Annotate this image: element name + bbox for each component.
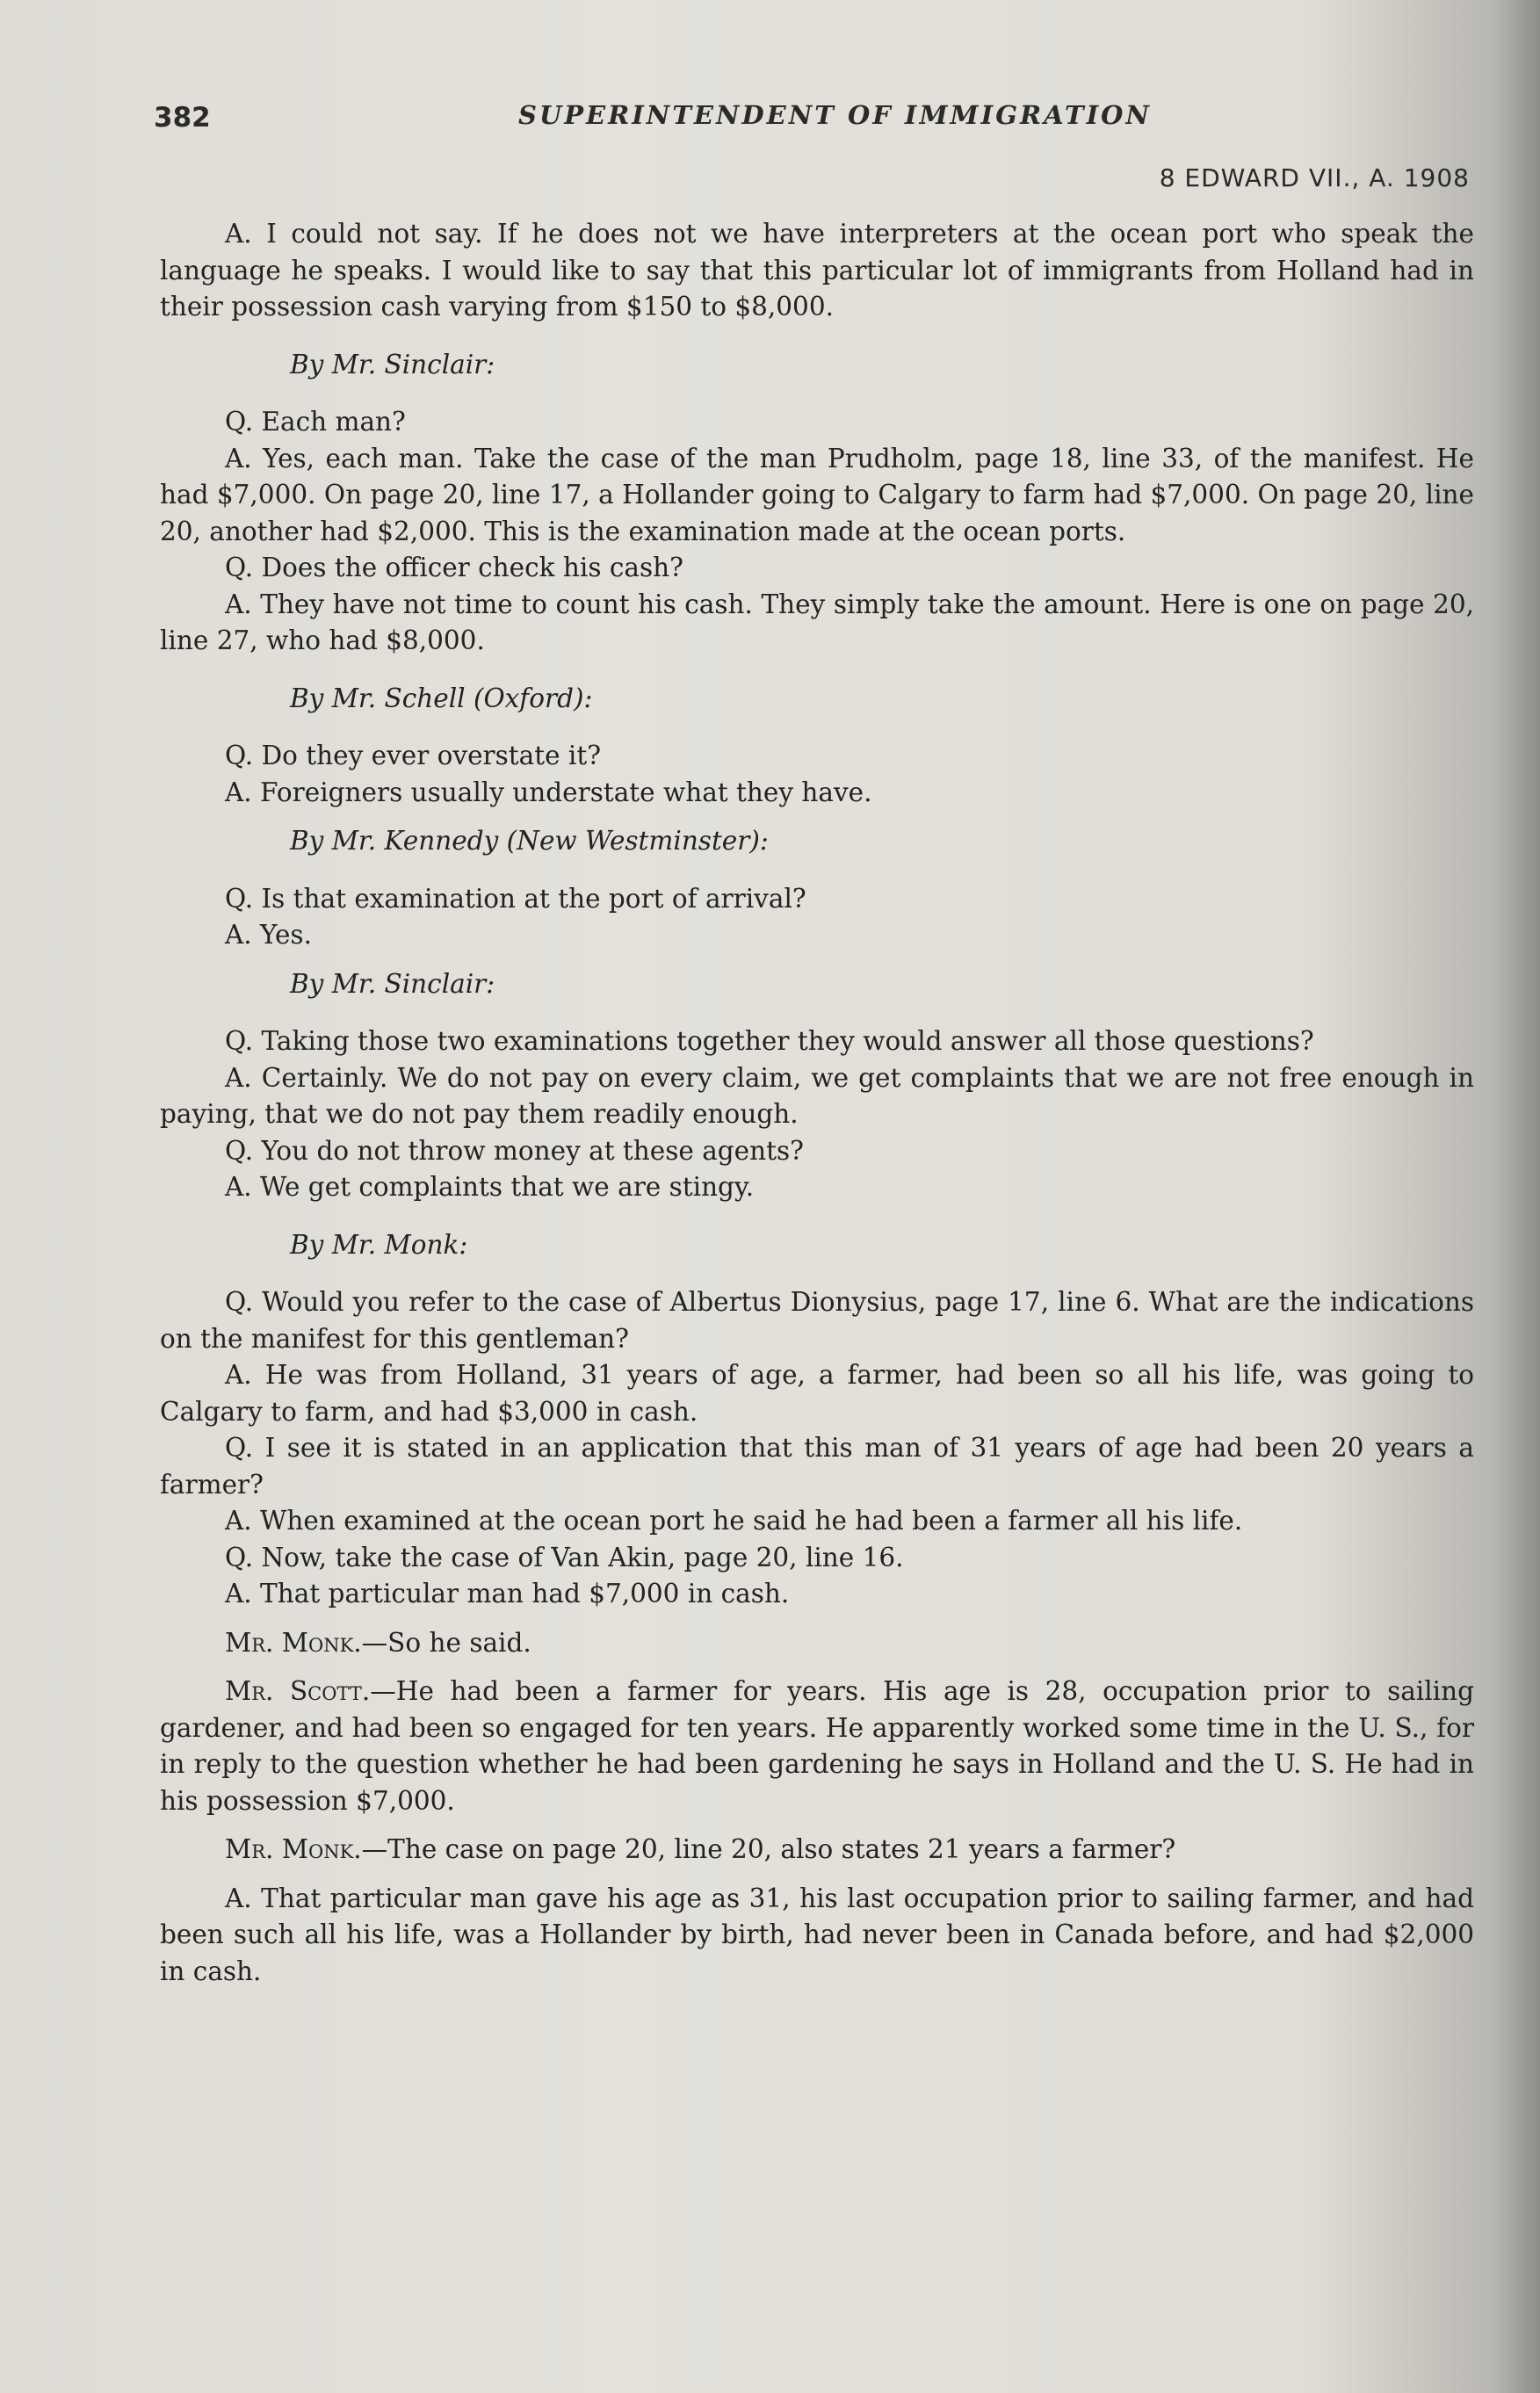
speaker-name: Mr. Scott.: [225, 1676, 371, 1706]
speaker-name: Mr. Monk.: [225, 1627, 362, 1658]
speaker-name: Mr. Monk.: [225, 1834, 362, 1864]
question: Q. I see it is stated in an application that this man of 31 years of age had been 20 years a farmer?: [160, 1433, 1474, 1500]
question: Q. Do they ever overstate it?: [225, 741, 602, 770]
answer: A. We get complaints that we are stingy.: [225, 1172, 755, 1202]
statement-text: —The case on page 20, line 20, also states 21 years a farmer?: [361, 1834, 1176, 1864]
running-title: SUPERINTENDENT OF IMMIGRATION: [518, 100, 1152, 130]
answer: A. When examined at the ocean port he said he had been a farmer all his life.: [225, 1506, 1243, 1536]
examiner-heading: By Mr. Kennedy (New Westminster):: [290, 826, 769, 856]
statement: [160, 1832, 1474, 1869]
examiner-heading: By Mr. Monk:: [290, 1229, 468, 1260]
answer: A. That particular man had $7,000 in cash.: [225, 1579, 790, 1609]
answer: A. They have not time to count his cash. They simply take the amount. Here is one on page 20, line 27, who had $8,000.: [160, 589, 1474, 655]
examiner-heading: By Mr. Schell (Oxford):: [290, 683, 593, 713]
question: Q. You do not throw money at these agents?: [225, 1135, 804, 1166]
answer: A. Certainly. We do not pay on every claim, we get complaints that we are not free enough in paying, that we do not pay them readily enough.: [160, 1062, 1474, 1129]
statement-text: —So he said.: [361, 1627, 531, 1658]
examiner-heading: By Mr. Sinclair:: [290, 349, 495, 380]
answer: A. Foreigners usually understate what they have.: [225, 777, 872, 807]
question: Q. Does the officer check his cash?: [225, 553, 683, 582]
answer: A. He was from Holland, 31 years of age, a farmer, had been so all his life, was going to Calgary to farm, and had $3,000 in cash.: [160, 1360, 1474, 1427]
question: Q. Now, take the case of Van Akin, page 20, line 16.: [225, 1542, 904, 1572]
answer: A. Yes.: [225, 920, 312, 950]
paragraph: A. I could not say. If he does not we have interpreters at the ocean port who speak the language he speaks. I would like to say that this particular lot of immigrants from Holland had in their possession cash varying from $150 to $8,000.: [160, 219, 1474, 322]
testimony-text: [160, 216, 1474, 1990]
question: Q. Would you refer to the case of Albertus Dionysius, page 17, line 6. What are the indications on the manifest for this gentleman?: [160, 1287, 1474, 1354]
question: Q. Each man?: [225, 407, 406, 437]
statement: [160, 1674, 1474, 1819]
examiner-heading: By Mr. Sinclair:: [290, 968, 495, 999]
session-reference: 8 EDWARD VII., A. 1908: [1159, 163, 1470, 192]
answer: A. That particular man gave his age as 31, his last occupation prior to sailing farmer, and had been such all his life, was a Hollander by birth, had never been in Canada before, and had $2,000 in cash.: [160, 1883, 1474, 1986]
statement: [160, 1625, 1474, 1662]
question: Q. Is that examination at the port of arrival?: [225, 883, 806, 914]
statement-text: —He had been a farmer for years. His age is 28, occupation prior to sailing gardener, and had been so engaged for ten years. He apparently worked some time in the U. S., for in reply to the question whether he had been gardening he says in Holland and the U. S. He had in his possession $7,000.: [160, 1676, 1474, 1816]
question: Q. Taking those two examinations together they would answer all those questions?: [225, 1026, 1314, 1056]
page-number: 382: [154, 102, 211, 134]
answer: A. Yes, each man. Take the case of the man Prudholm, page 18, line 33, of the manifest. He had $7,000. On page 20, line 17, a Hollander going to Calgary to farm had $7,000. On page 20, line 20, another had $2,000. This is the examination made at the ocean ports.: [160, 443, 1474, 546]
